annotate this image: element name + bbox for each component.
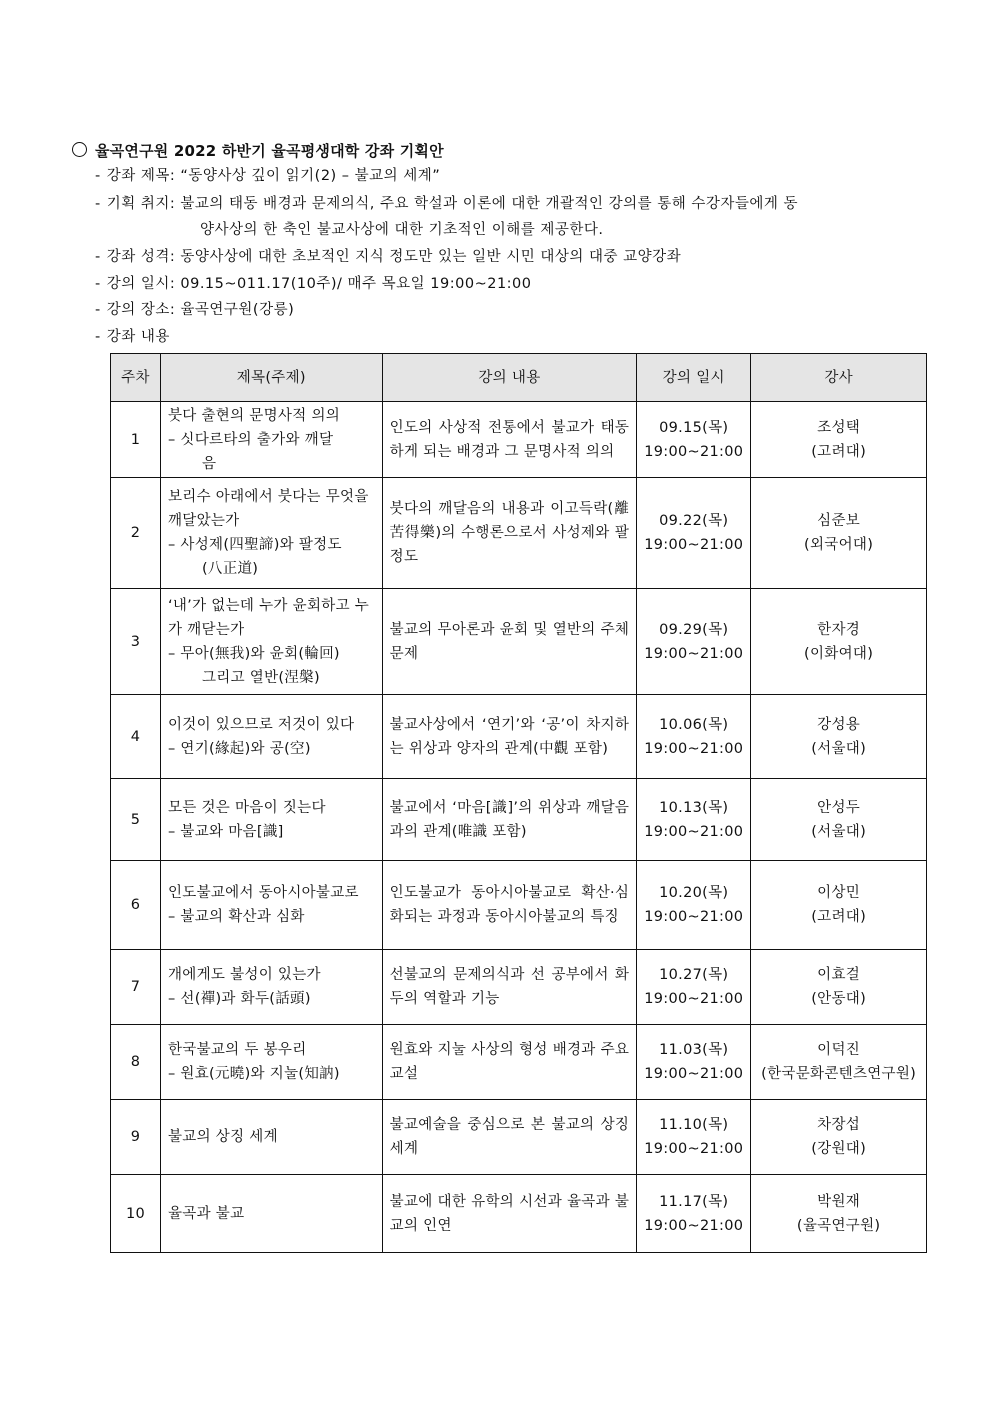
dash-bullet: - (95, 302, 101, 318)
dash-bullet: - (95, 329, 101, 345)
table-row (111, 779, 927, 861)
course-schedule-item (95, 271, 532, 297)
week-cell: 10 (111, 1175, 161, 1253)
header-lecturer: 강사 (751, 354, 927, 402)
lecturer-cell: 조성택 (고려대) (751, 402, 927, 478)
date-cell: 10.20(목) 19:00~21:00 (637, 861, 751, 950)
course-location-item (95, 297, 294, 323)
content-cell: 선불교의 문제의식과 선 공부에서 화두의 역할과 기능 (382, 950, 637, 1025)
title-cell: 이것이 있으므로 저것이 있다 – 연기(緣起)와 공(空) (160, 695, 382, 779)
table-row (111, 402, 927, 478)
item-value-continued: 양사상의 한 축인 불교사상에 대한 기초적인 이해를 제공한다. (200, 222, 604, 238)
date-cell: 11.17(목) 19:00~21:00 (637, 1175, 751, 1253)
header-date: 강의 일시 (637, 354, 751, 402)
date-cell: 09.22(목) 19:00~21:00 (637, 478, 751, 589)
table-row (111, 1100, 927, 1175)
date-cell: 09.15(목) 19:00~21:00 (637, 402, 751, 478)
item-value: 율곡연구원(강릉) (180, 302, 295, 318)
content-cell: 인도불교가 동아시아불교로 확산·심화되는 과정과 동아시아불교의 특징 (382, 861, 637, 950)
content-cell: 원효와 지눌 사상의 형성 배경과 주요 교설 (382, 1025, 637, 1100)
dash-bullet: - (95, 196, 101, 212)
title-cell: 한국불교의 두 봉우리 – 원효(元曉)와 지눌(知訥) (160, 1025, 382, 1100)
title-cell: 붓다 출현의 문명사적 의의 – 싯다르타의 출가와 깨달 음 (160, 402, 382, 478)
content-cell: 불교에서 ‘마음[識]’의 위상과 깨달음과의 관계(唯識 포함) (382, 779, 637, 861)
title-cell: 개에게도 불성이 있는가 – 선(禪)과 화두(話頭) (160, 950, 382, 1025)
content-cell: 인도의 사상적 전통에서 불교가 태동하게 되는 배경과 그 문명사적 의의 (382, 402, 637, 478)
item-label: 강좌 제목: (106, 168, 176, 184)
header-content: 강의 내용 (382, 354, 637, 402)
item-value: 동양사상에 대한 초보적인 지식 정도만 있는 일반 시민 대상의 대중 교양강좌 (180, 249, 682, 265)
lecturer-cell: 이덕진 (한국문화콘텐츠연구원) (751, 1025, 927, 1100)
week-cell: 2 (111, 478, 161, 589)
title-cell: 모든 것은 마음이 짓는다 – 불교와 마음[識] (160, 779, 382, 861)
date-cell: 10.13(목) 19:00~21:00 (637, 779, 751, 861)
item-label: 기획 취지: (106, 196, 176, 212)
table-row (111, 1025, 927, 1100)
course-purpose-item (95, 191, 798, 243)
header-title: 제목(주제) (160, 354, 382, 402)
week-cell: 1 (111, 402, 161, 478)
table-row (111, 695, 927, 779)
date-cell: 10.06(목) 19:00~21:00 (637, 695, 751, 779)
week-cell: 3 (111, 589, 161, 695)
title-cell: 불교의 상징 세계 (160, 1100, 382, 1175)
table-row (111, 589, 927, 695)
item-label: 강의 일시: (106, 276, 176, 292)
lecturer-cell: 박원재 (율곡연구원) (751, 1175, 927, 1253)
lecturer-cell: 한자경 (이화여대) (751, 589, 927, 695)
date-cell: 11.10(목) 19:00~21:00 (637, 1100, 751, 1175)
week-cell: 4 (111, 695, 161, 779)
week-cell: 5 (111, 779, 161, 861)
table-row (111, 1175, 927, 1253)
date-cell: 09.29(목) 19:00~21:00 (637, 589, 751, 695)
lecturer-cell: 차장섭 (강원대) (751, 1100, 927, 1175)
content-cell: 불교예술을 중심으로 본 불교의 상징 세계 (382, 1100, 637, 1175)
lecturer-cell: 강성용 (서울대) (751, 695, 927, 779)
circle-bullet-icon (72, 142, 87, 157)
lecture-schedule-table (110, 353, 927, 1253)
lecturer-cell: 이상민 (고려대) (751, 861, 927, 950)
item-label: 강좌 성격: (106, 249, 176, 265)
dash-bullet: - (95, 276, 101, 292)
header-week: 주차 (111, 354, 161, 402)
item-value: “동양사상 깊이 읽기(2) – 불교의 세계” (180, 168, 441, 184)
heading-text: 율곡연구원 2022 하반기 율곡평생대학 강좌 기획안 (95, 142, 444, 160)
lecturer-cell: 이효걸 (안동대) (751, 950, 927, 1025)
lecturer-cell: 심준보 (외국어대) (751, 478, 927, 589)
course-nature-item (95, 244, 681, 270)
table-row (111, 861, 927, 950)
lecturer-cell: 안성두 (서울대) (751, 779, 927, 861)
table-header-row (111, 354, 927, 402)
content-cell: 불교사상에서 ‘연기’와 ‘공’이 차지하는 위상과 양자의 관계(中觀 포함) (382, 695, 637, 779)
date-cell: 11.03(목) 19:00~21:00 (637, 1025, 751, 1100)
item-value: 09.15~011.17(10주)/ 매주 목요일 19:00~21:00 (180, 276, 532, 292)
title-cell: 보리수 아래에서 붓다는 무엇을 깨달았는가 – 사성제(四聖諦)와 팔정도 (八正道) (160, 478, 382, 589)
content-cell: 불교의 무아론과 윤회 및 열반의 주체 문제 (382, 589, 637, 695)
title-cell: ‘내’가 없는데 누가 윤회하고 누가 깨닫는가 – 무아(無我)와 윤회(輪回) 그리고 열반(涅槃) (160, 589, 382, 695)
dash-bullet: - (95, 249, 101, 265)
week-cell: 7 (111, 950, 161, 1025)
table-row (111, 478, 927, 589)
week-cell: 6 (111, 861, 161, 950)
date-cell: 10.27(목) 19:00~21:00 (637, 950, 751, 1025)
item-label: 강의 장소: (106, 302, 176, 318)
item-value: 불교의 태동 배경과 문제의식, 주요 학설과 이론에 대한 개괄적인 강의를 통해 수강자들에게 동 (180, 196, 799, 212)
content-cell: 불교에 대한 유학의 시선과 율곡과 불교의 인연 (382, 1175, 637, 1253)
title-cell: 율곡과 불교 (160, 1175, 382, 1253)
content-cell: 붓다의 깨달음의 내용과 이고득락(離苦得樂)의 수행론으로서 사성제와 팔정도 (382, 478, 637, 589)
course-title-item (95, 163, 440, 189)
item-label: 강좌 내용 (106, 329, 170, 345)
table-row (111, 950, 927, 1025)
document-heading (72, 140, 444, 161)
course-contents-item (95, 324, 170, 350)
week-cell: 8 (111, 1025, 161, 1100)
dash-bullet: - (95, 168, 101, 184)
week-cell: 9 (111, 1100, 161, 1175)
title-cell: 인도불교에서 동아시아불교로 – 불교의 확산과 심화 (160, 861, 382, 950)
